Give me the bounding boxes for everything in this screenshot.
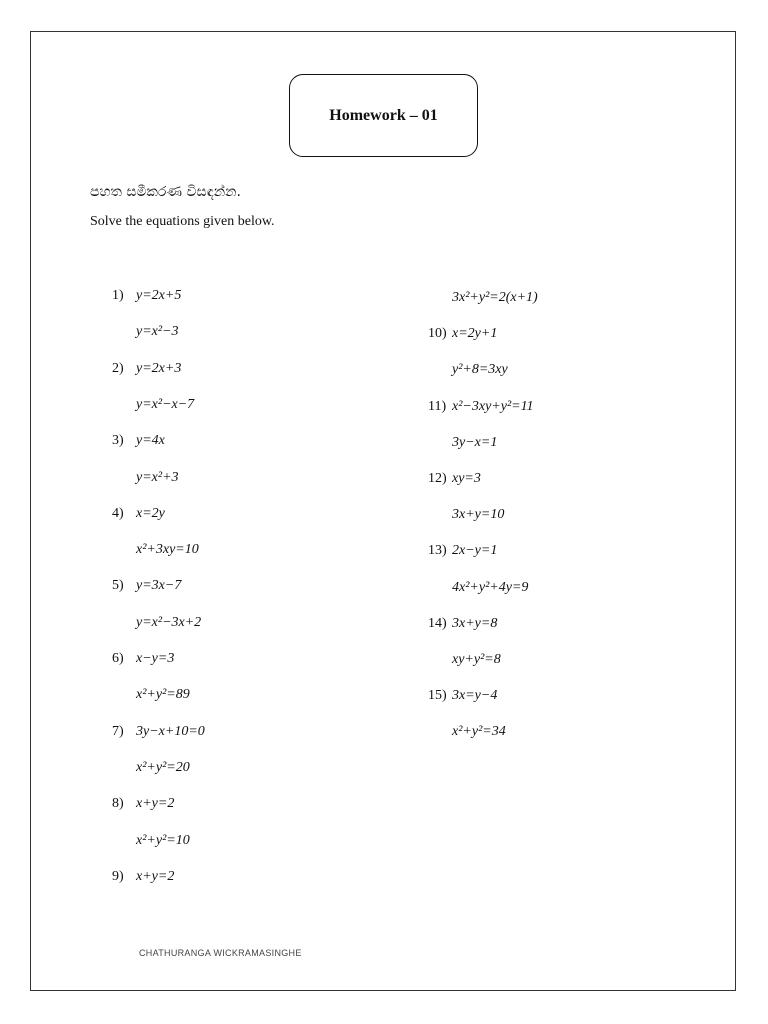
equation: x+y=2 [136,796,175,812]
equation: x−y=3 [136,651,175,666]
page-title: Homework – 01 [329,106,438,124]
problem-number: 15) [428,688,447,704]
problem-number: 10) [428,326,447,342]
problem-number: 7) [112,723,124,739]
equation: y=2x+5 [136,288,182,303]
equation: y=4x [136,433,165,449]
equation: y=x²−3 [136,324,179,340]
problem-number: 12) [428,471,447,486]
problem-number: 9) [112,868,124,884]
problem-number: 13) [428,543,447,559]
equation: x²+y²=34 [452,724,506,740]
equation: x²+y²=89 [136,687,190,703]
equation: x²+y²=10 [136,832,190,848]
problem-number: 5) [112,578,124,594]
instruction-english: Solve the equations given below. [90,214,275,229]
equation: x=2y [136,505,165,521]
equation: 3x²+y²=2(x+1) [452,290,538,305]
problem-number: 2) [112,360,124,376]
equation: x²+y²=20 [136,759,190,775]
equation: xy=3 [452,471,481,486]
equation: 3x=y−4 [452,688,498,704]
problem-number: 6) [112,651,124,666]
equation: 3x+y=8 [452,615,498,631]
problem-number: 1) [112,288,124,303]
equation: y=2x+3 [136,360,182,376]
equation: x²+3xy=10 [136,542,199,558]
instruction-sinhala: පහත සමීකරණ විසඳන්න. [90,184,241,200]
problem-number: 14) [428,615,447,631]
equation: x+y=2 [136,868,175,884]
equation: 3y−x=1 [452,434,498,450]
author-footer: CHATHURANGA WICKRAMASINGHE [139,948,302,958]
equation: x²−3xy+y²=11 [452,398,534,414]
problem-number: 4) [112,505,124,521]
problem-number: 8) [112,796,124,812]
problem-number: 3) [112,433,124,449]
equation: xy+y²=8 [452,652,501,667]
equation: 4x²+y²+4y=9 [452,579,529,595]
equation: y=x²−x−7 [136,396,195,412]
problem-number: 11) [428,398,447,414]
equation: y=3x−7 [136,578,182,594]
equation: y=x²+3 [136,469,179,485]
equation: 3y−x+10=0 [136,723,205,739]
equation: x=2y+1 [452,326,498,342]
equation: 3x+y=10 [452,507,505,523]
equation: y=x²−3x+2 [136,614,202,630]
equation: y²+8=3xy [452,362,508,378]
title-box [289,74,478,157]
equation: 2x−y=1 [452,543,498,559]
